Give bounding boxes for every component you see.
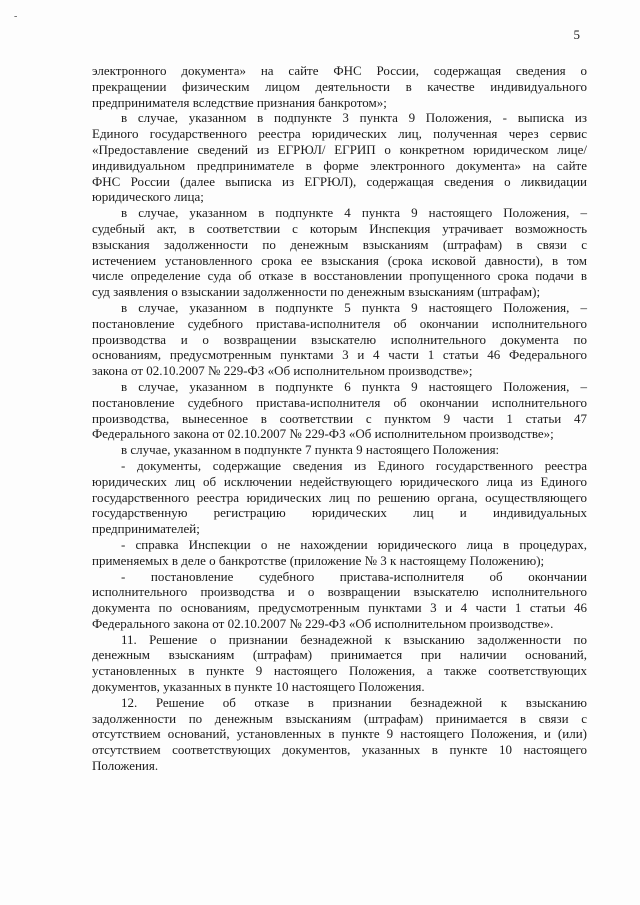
- text-line: исполнительного производства и о возвращении взыскателю исполнительного: [92, 584, 587, 600]
- text-line: юридических лиц об исключении недействующего юридического лица из Единого: [92, 473, 587, 489]
- text-line: отсутствием соответствующих документов, указанных в пункте 10 настоящего: [92, 742, 587, 758]
- text-line: применяемых в деле о банкротстве (приложение № 3 к настоящему Положению);: [92, 552, 545, 568]
- text-line: производства и о возвращении взыскателю исполнительного документа по: [92, 331, 587, 347]
- text-line: денежным взысканиям (штрафам) принимается при наличии оснований,: [92, 647, 587, 663]
- text-line: - документы, содержащие сведения из Единого государственного реестра: [121, 457, 587, 473]
- scan-mark: -: [14, 11, 18, 22]
- text-line: в случае, указанном в подпункте 7 пункта 9 настоящего Положения:: [121, 442, 500, 458]
- text-line: Федерального закона от 02.10.2007 № 229-ФЗ «Об исполнительном производстве»;: [92, 426, 554, 442]
- text-line: предпринимателя вследствие признания банкротом»;: [92, 94, 387, 110]
- text-line: основаниям, предусмотренным пунктами 3 и 4 части 1 статьи 46 Федерального: [92, 347, 587, 363]
- text-line: государственного реестра юридических лиц по решению органа, осуществляющего: [92, 489, 587, 505]
- text-line: ФНС России (далее выписка из ЕГРЮЛ), содержащая сведения о ликвидации: [92, 173, 587, 189]
- text-line: закона от 02.10.2007 № 229-ФЗ «Об исполнительном производстве»;: [92, 363, 473, 379]
- text-line: индивидуальном предпринимателе в форме электронного документа» на сайте: [92, 157, 587, 173]
- text-line: в случае, указанном в подпункте 4 пункта 9 настоящего Положения, –: [121, 205, 587, 221]
- text-line: юридического лица;: [92, 189, 204, 205]
- text-line: 11. Решение о признании безнадежной к взысканию задолженности по: [121, 631, 587, 647]
- text-line: 12. Решение об отказе в признании безнадежной к взысканию: [121, 694, 587, 710]
- text-line: документа по основаниям, предусмотренным пунктами 3 и 4 части 1 статьи 46: [92, 600, 587, 616]
- text-line: прекращении физическим лицом деятельности в качестве индивидуального: [92, 78, 587, 94]
- page-number: 5: [573, 27, 580, 42]
- text-line: отсутствием оснований, установленных в пункте 9 настоящего Положения, и (или): [92, 726, 587, 742]
- text-line: государственную регистрацию юридических лиц и индивидуальных: [92, 505, 587, 521]
- text-line: в случае, указанном в подпункте 5 пункта 9 настоящего Положения, –: [121, 299, 587, 315]
- text-line: документов, указанных в пункте 10 настоящего Положения.: [92, 679, 425, 695]
- document-body: [92, 63, 587, 774]
- text-line: Федерального закона от 02.10.2007 № 229-ФЗ «Об исполнительном производстве».: [92, 615, 554, 631]
- text-line: Единого государственного реестра юридических лиц, полученная через сервис: [92, 126, 587, 142]
- text-line: в случае, указанном в подпункте 3 пункта 9 Положения, - выписка из: [121, 110, 587, 126]
- text-line: задолженности по денежным взысканиям (штрафам) принимается в связи с: [92, 710, 587, 726]
- text-line: в случае, указанном в подпункте 6 пункта 9 настоящего Положения, –: [121, 378, 587, 394]
- text-line: «Предоставление сведений из ЕГРЮЛ/ ЕГРИП о конкретном юридическом лице/: [92, 141, 587, 157]
- text-line: - постановление судебного пристава-исполнителя об окончании: [121, 568, 587, 584]
- text-line: предпринимателей;: [92, 521, 200, 537]
- text-line: производства, вынесенное в соответствии с пунктом 9 части 1 статьи 47: [92, 410, 587, 426]
- text-line: постановление судебного пристава-исполнителя об окончании исполнительного: [92, 315, 587, 331]
- text-line: истечением установленного срока ее взыскания (срока исковой давности), в том: [92, 252, 587, 268]
- text-line: постановление судебного пристава-исполнителя об окончании исполнительного: [92, 394, 587, 410]
- text-line: суд заявления о взыскании задолженности по денежным взысканиям (штрафам);: [92, 284, 541, 300]
- text-line: взыскания задолженности по денежным взысканиям (штрафам) в связи с: [92, 236, 587, 252]
- text-line: числе определение суда об отказе в восстановлении пропущенного срока подачи в: [92, 268, 587, 284]
- text-line: электронного документа» на сайте ФНС России, содержащая сведения о: [92, 63, 587, 78]
- text-line: - справка Инспекции о не нахождении юридического лица в процедурах,: [121, 536, 587, 552]
- text-line: Положения.: [92, 758, 159, 774]
- text-line: судебный акт, в соответствии с которым Инспекция утрачивает возможность: [92, 220, 587, 236]
- text-line: установленных в пункте 9 настоящего Положения, а также соответствующих: [92, 663, 587, 679]
